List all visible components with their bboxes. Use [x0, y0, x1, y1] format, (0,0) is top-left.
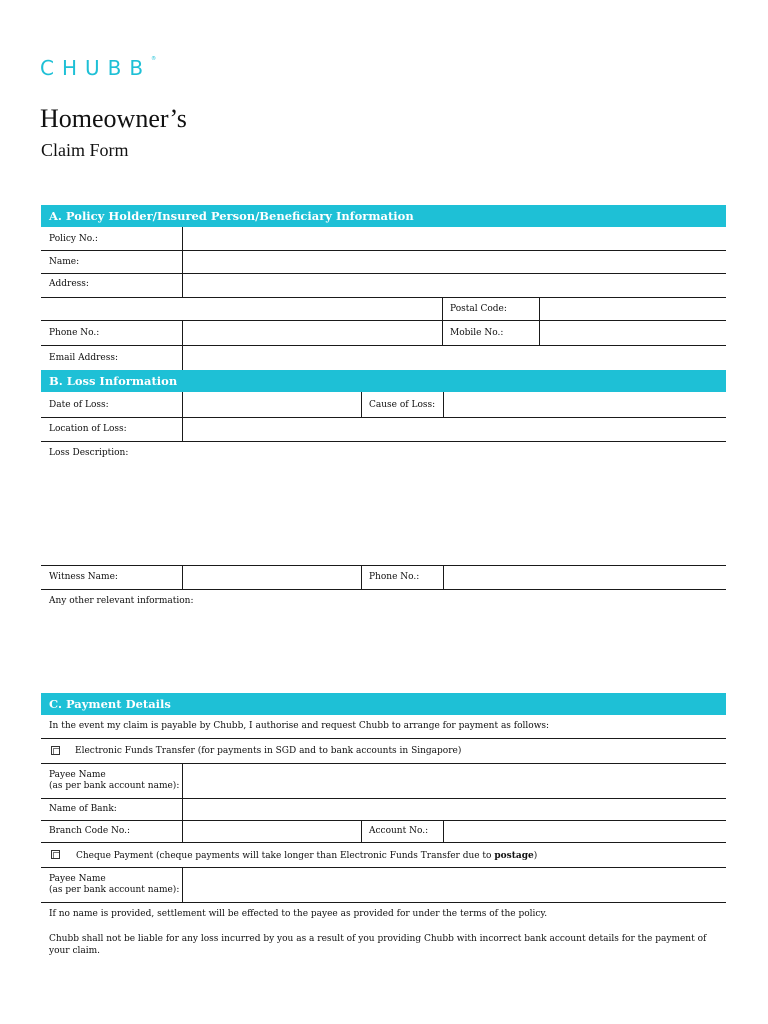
branch-code-field[interactable]	[183, 821, 361, 842]
account-no-label: Account No.:	[369, 826, 429, 836]
account-no-field[interactable]	[444, 821, 726, 842]
policy-no-row	[41, 227, 726, 251]
phone-no-label: Phone No.:	[49, 328, 100, 338]
cheque-payee-name-row	[41, 868, 726, 903]
email-field[interactable]	[183, 346, 726, 370]
name-of-bank-field[interactable]	[183, 799, 726, 820]
settlement-note: If no name is provided, settlement will be effected to the payee as provided for under the terms of the policy.	[49, 909, 548, 919]
email-row	[41, 346, 726, 370]
liability-note: Chubb shall not be liable for any loss incurred by you as a result of you providing Chubb with incorrect bank account details for the payment of your claim.	[49, 934, 707, 956]
logo-mark: ®	[151, 56, 157, 62]
witness-name-field[interactable]	[183, 566, 361, 589]
other-info-row[interactable]	[41, 590, 726, 692]
cheque-option-bold-text: postage	[494, 851, 534, 861]
cause-of-loss-label: Cause of Loss:	[369, 400, 436, 410]
divider	[442, 298, 443, 321]
eft-option-label: Electronic Funds Transfer (for payments in SGD and to bank accounts in Singapore)	[75, 746, 462, 756]
location-of-loss-label: Location of Loss:	[49, 424, 127, 434]
payee-name-label	[49, 770, 179, 792]
mobile-no-label: Mobile No.:	[450, 328, 504, 338]
payee-name-label-line2: (as per bank account name):	[49, 781, 180, 791]
cheque-option-text: Cheque Payment (cheque payments will take longer than Electronic Funds Transfer due to	[76, 851, 495, 861]
payee-name-field[interactable]	[183, 764, 726, 798]
branch-account-row	[41, 821, 726, 843]
payment-intro-text: In the event my claim is payable by Chubb, I authorise and request Chubb to arrange for payment as follows:	[49, 721, 550, 731]
payment-intro-row	[41, 715, 726, 739]
cheque-payee-name-line2: (as per bank account name):	[49, 885, 180, 895]
address-label: Address:	[49, 279, 89, 289]
date-cause-row	[41, 392, 726, 418]
payee-name-label-line1: Payee Name	[49, 770, 106, 780]
witness-phone-label: Phone No.:	[369, 572, 420, 582]
policy-no-label: Policy No.:	[49, 234, 98, 244]
section-a-heading: A. Policy Holder/Insured Person/Beneficiary Information	[41, 205, 726, 227]
address-line-2-field[interactable]	[41, 298, 441, 320]
branch-code-label: Branch Code No.:	[49, 826, 131, 836]
location-of-loss-field[interactable]	[183, 418, 726, 441]
bank-name-row	[41, 799, 726, 821]
section-b-heading: B. Loss Information	[41, 370, 726, 392]
name-row	[41, 251, 726, 274]
location-row	[41, 418, 726, 442]
address-field[interactable]	[183, 274, 726, 297]
divider	[442, 321, 443, 346]
divider	[361, 566, 362, 590]
date-of-loss-label: Date of Loss:	[49, 400, 109, 410]
loss-description-row[interactable]	[41, 442, 726, 566]
mobile-no-field[interactable]	[540, 321, 726, 345]
chubb-logo	[40, 56, 156, 80]
cheque-payee-name-field[interactable]	[183, 868, 726, 902]
section-c-heading: C. Payment Details	[41, 693, 726, 715]
cheque-payee-name-label	[49, 874, 179, 896]
policy-no-field[interactable]	[183, 227, 726, 250]
name-field[interactable]	[183, 251, 726, 273]
other-info-label: Any other relevant information:	[49, 596, 194, 606]
logo-text: CHUBB	[40, 56, 152, 80]
cheque-option-label	[76, 851, 537, 862]
name-label: Name:	[49, 257, 80, 267]
postal-code-field[interactable]	[540, 298, 726, 320]
phone-no-field[interactable]	[183, 321, 441, 345]
cheque-option-close: )	[533, 851, 538, 861]
cheque-option-row	[41, 843, 726, 868]
eft-checkbox[interactable]	[51, 746, 60, 755]
page-subtitle: Claim Form	[41, 140, 129, 160]
phone-row	[41, 321, 726, 346]
divider	[361, 821, 362, 843]
page-title: Homeowner’s	[40, 104, 187, 133]
postal-code-row	[41, 298, 726, 321]
address-row	[41, 274, 726, 298]
cause-of-loss-field[interactable]	[444, 392, 726, 417]
email-label: Email Address:	[49, 353, 119, 363]
eft-option-row	[41, 739, 726, 764]
postal-code-label: Postal Code:	[450, 304, 507, 314]
witness-phone-field[interactable]	[444, 566, 726, 589]
loss-description-label: Loss Description:	[49, 448, 129, 458]
name-of-bank-label: Name of Bank:	[49, 804, 117, 814]
cheque-payee-name-line1: Payee Name	[49, 874, 106, 884]
divider	[361, 392, 362, 418]
witness-name-label: Witness Name:	[49, 572, 118, 582]
payee-name-row	[41, 764, 726, 799]
date-of-loss-field[interactable]	[183, 392, 361, 417]
cheque-checkbox[interactable]	[51, 850, 60, 859]
witness-row	[41, 566, 726, 590]
